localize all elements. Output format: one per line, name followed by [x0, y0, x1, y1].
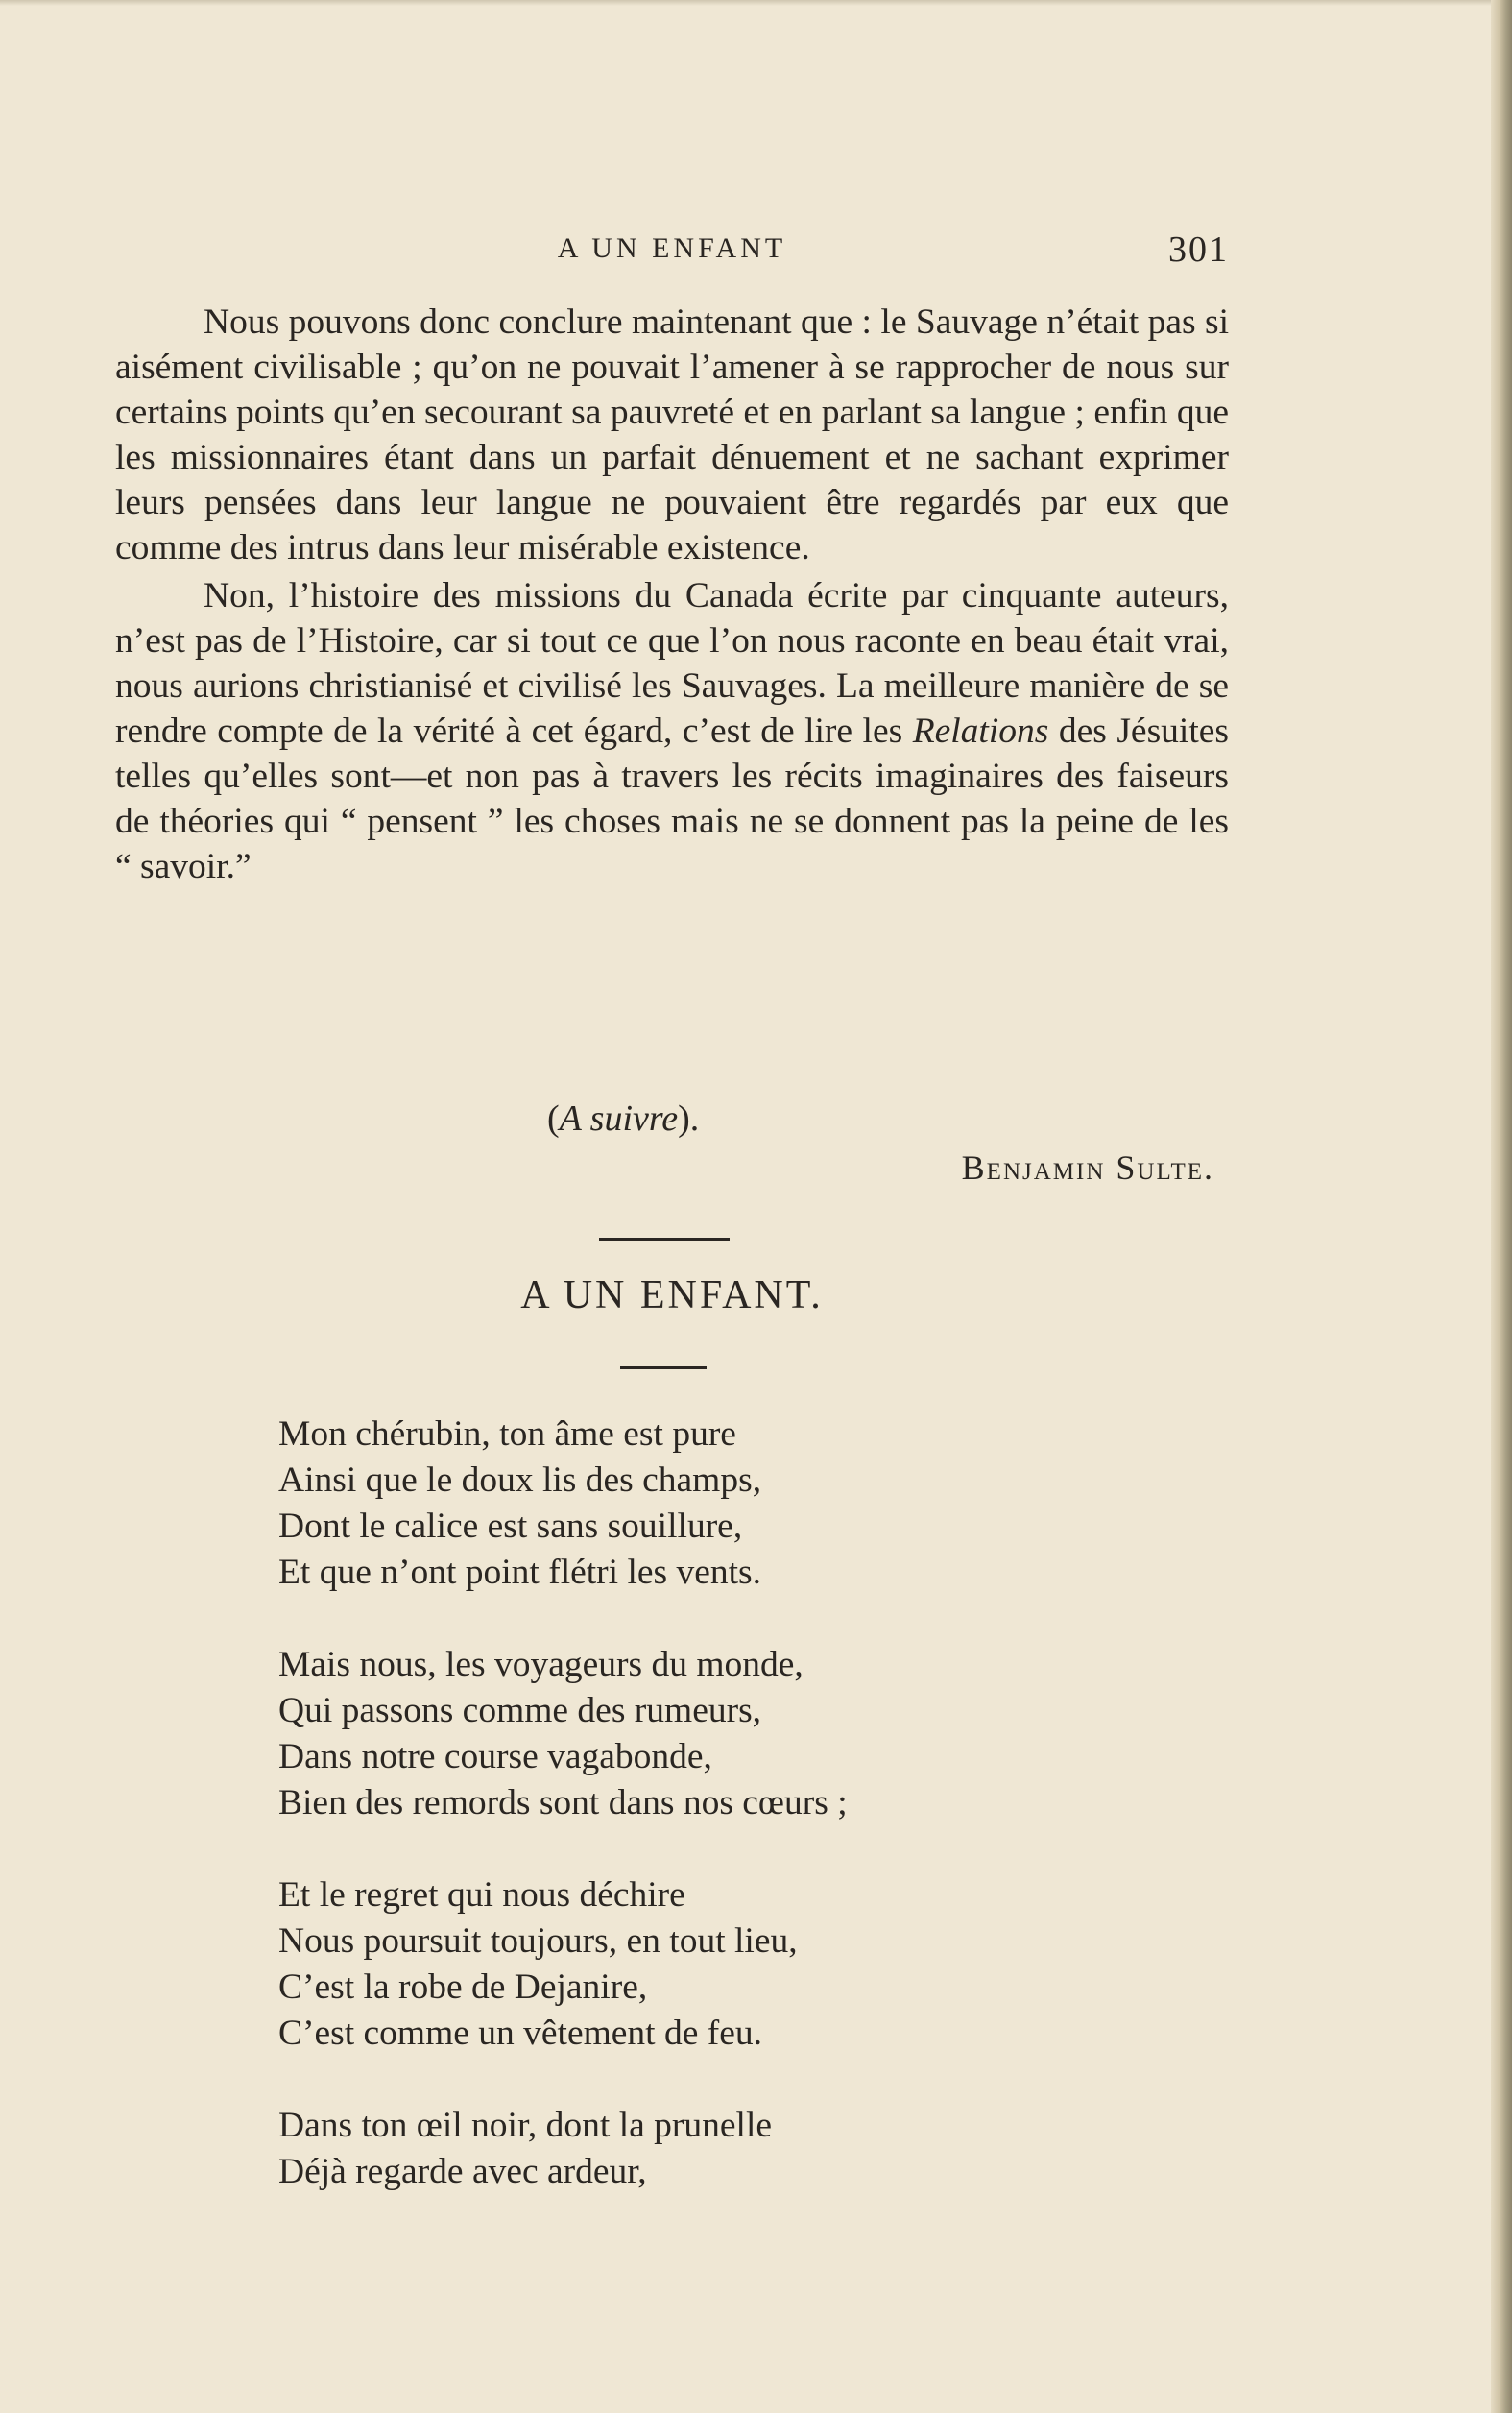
poem-body	[278, 1412, 1142, 2241]
paragraph-2-text-b: des Jésuites telles qu’elles sont—et non pas à travers les récits imaginaires des faiseurs de théories qui “ pensent ” les choses mais ne se donnent pas la peine de les “ savoir.”	[115, 712, 1229, 886]
page-edge-shadow	[1491, 0, 1512, 2413]
stanza-1	[278, 1412, 1142, 1596]
prose-body	[115, 300, 1229, 889]
continuation-italic: A suivre	[559, 1098, 679, 1139]
continuation-open: (	[547, 1098, 560, 1139]
page-number: 301	[1168, 229, 1229, 270]
poem-line: Et le regret qui nous déchire	[278, 1875, 685, 1915]
divider-rule-top	[599, 1238, 730, 1241]
poem-line: Déjà regarde avec ardeur,	[278, 2152, 647, 2191]
poem-line: Ainsi que le doux lis des champs,	[278, 1460, 762, 1500]
continuation-note	[547, 1098, 699, 1140]
poem-line: Et que n’ont point flétri les vents.	[278, 1553, 762, 1592]
paragraph-1: Nous pouvons donc conclure maintenant que : le Sauvage n’était pas si aisément civilisable ; qu’on ne pouvait l’amener à se rapprocher de nous sur certains points qu’en secourant sa pauvreté et en parlant sa langue ; enfin que les missionnaires étant dans un parfait dénuement et ne sachant exprimer leurs pensées dans leur langue ne pouvaient être regardés par eux que comme des intrus dans leur misérable existence.	[115, 302, 1229, 567]
stanza-2	[278, 1642, 1142, 1826]
poem-line: C’est comme un vêtement de feu.	[278, 2014, 762, 2053]
author-signature: Benjamin Sulte.	[961, 1148, 1214, 1187]
running-head	[115, 229, 1229, 277]
page-top-edge	[0, 0, 1512, 6]
divider-rule-bottom	[620, 1366, 707, 1369]
paragraph-2-italic: Relations	[912, 712, 1049, 751]
poem-title: A UN ENFANT.	[520, 1273, 824, 1317]
poem-line: Mon chérubin, ton âme est pure	[278, 1414, 736, 1454]
poem-line: Nous poursuit toujours, en tout lieu,	[278, 1921, 798, 1961]
poem-line: Mais nous, les voyageurs du monde,	[278, 1645, 804, 1684]
paragraph-2	[115, 573, 1229, 889]
poem-line: Dans notre course vagabonde,	[278, 1737, 712, 1776]
paragraph-2-text-a: Non, l’histoire des missions du Canada écrite par cinquante auteurs, n’est pas de l’Histoire, car si tout ce que l’on nous raconte en beau était vrai, nous aurions christianisé et civilisé les Sauvages. La meilleure manière de se rendre compte de la vérité à cet égard, c’est de lire les	[115, 576, 1229, 751]
poem-line: Bien des remords sont dans nos cœurs ;	[278, 1783, 848, 1822]
poem-line: C’est la robe de Dejanire,	[278, 1967, 648, 2007]
poem-line: Qui passons comme des rumeurs,	[278, 1691, 762, 1730]
continuation-close: ).	[678, 1098, 700, 1139]
stanza-4	[278, 2103, 1142, 2195]
poem-line: Dans ton œil noir, dont la prunelle	[278, 2106, 773, 2145]
poem-line: Dont le calice est sans souillure,	[278, 1507, 743, 1546]
stanza-3	[278, 1872, 1142, 2057]
running-title: A UN ENFANT	[557, 232, 787, 264]
